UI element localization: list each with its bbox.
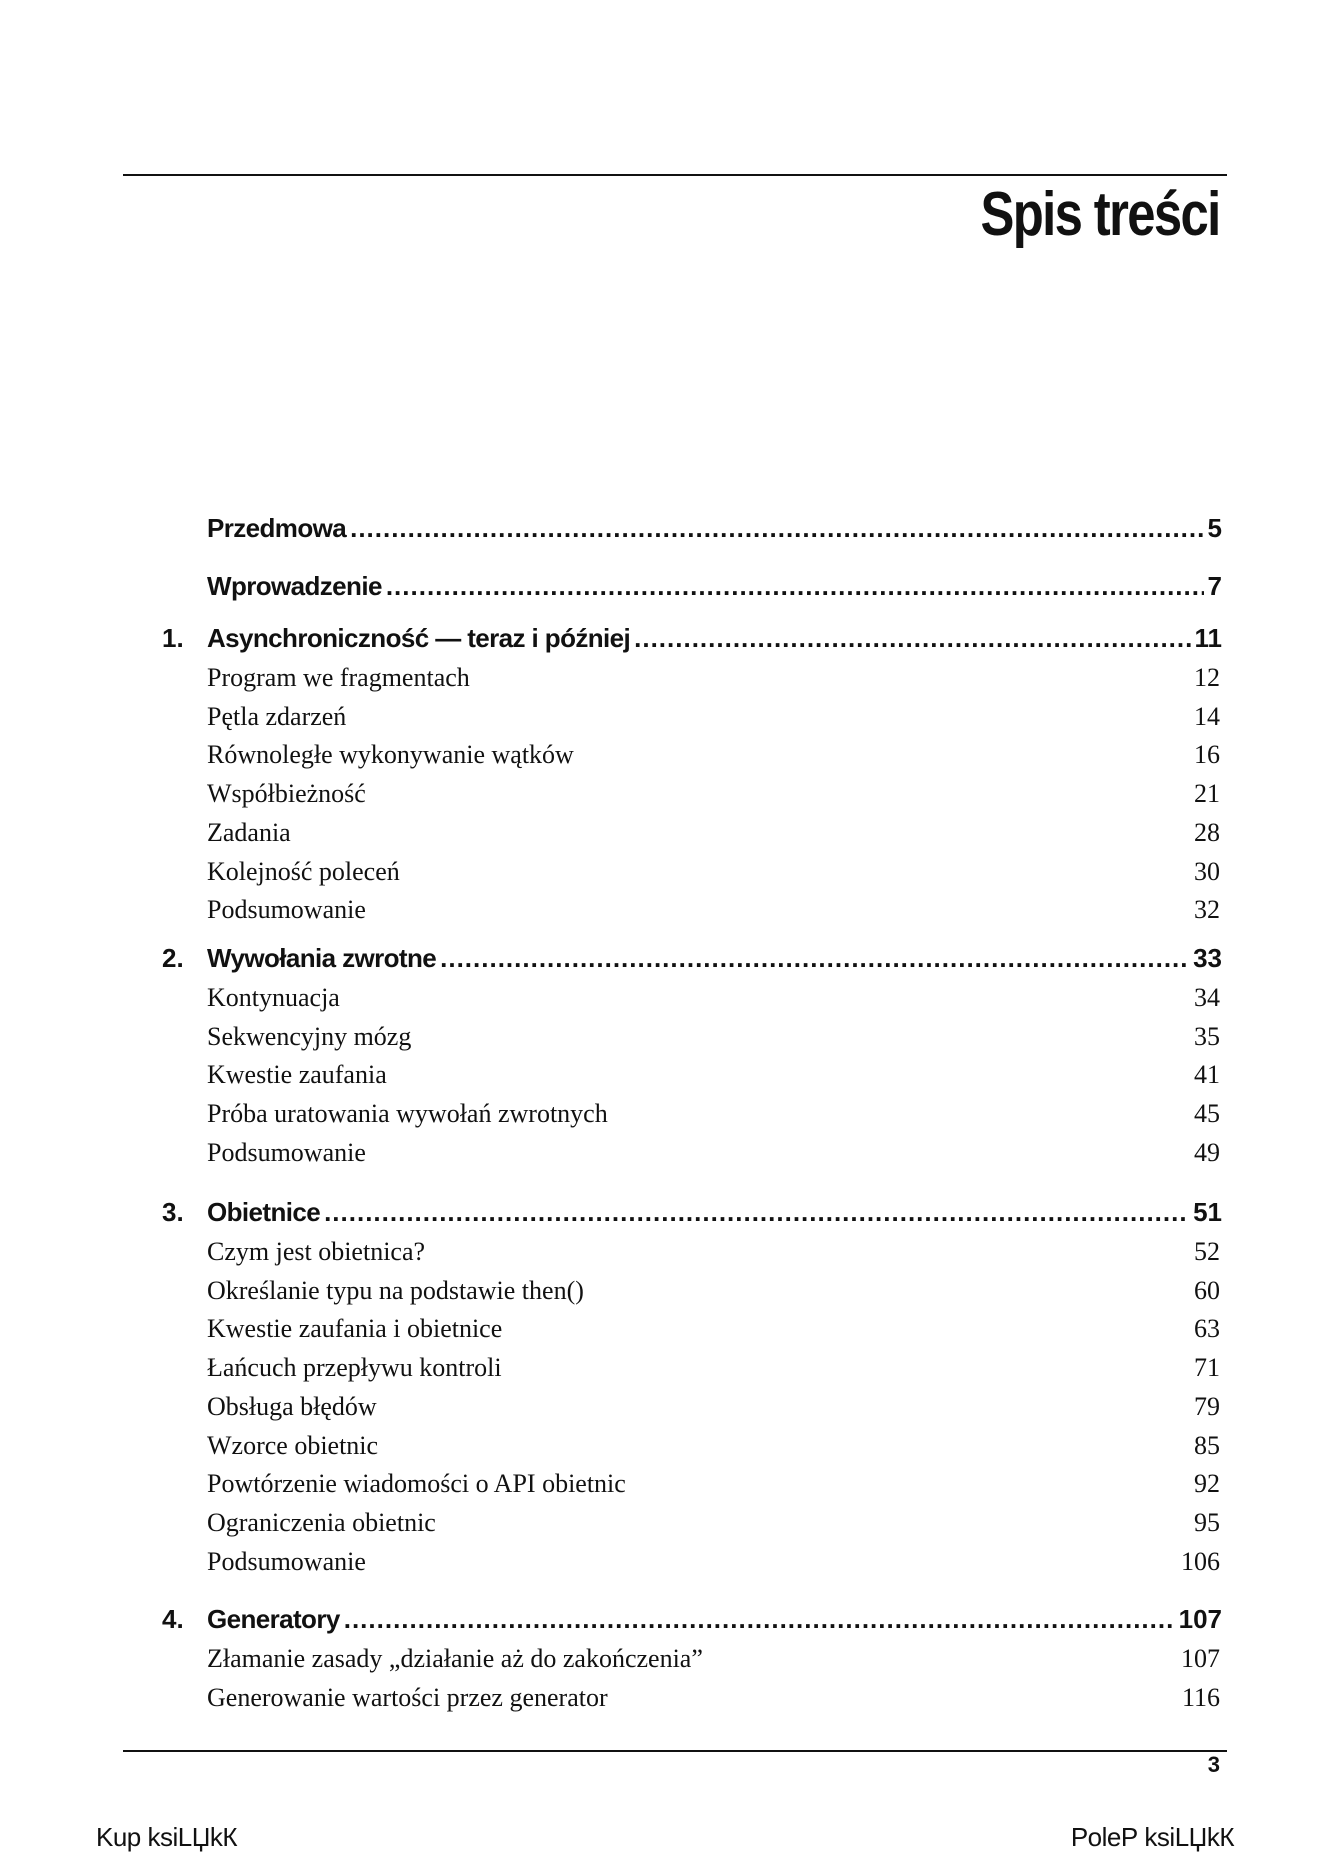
section-title: Podsumowanie [207,895,366,925]
section-title: Pętla zdarzeń [207,701,347,731]
section-title: Obsługa błędów [207,1391,377,1421]
chapter-page: 33 [1193,943,1222,973]
dot-leader [324,1197,1189,1228]
toc-subitem-row[interactable] [0,1545,1322,1581]
footer-left-link[interactable]: Kup ksiLЏkК [96,1822,238,1852]
toc-subitem-row[interactable] [0,855,1322,891]
toc-subitem-row[interactable] [0,777,1322,813]
section-title: Podsumowanie [207,1137,366,1167]
section-title: Ograniczenia obietnic [207,1507,436,1537]
section-page: 45 [1194,1099,1220,1129]
chapter-title: Wywołania zwrotne [207,943,437,973]
chapter-number: 4. [162,1604,184,1634]
chapter-page: 107 [1178,1604,1222,1634]
section-page: 85 [1194,1430,1220,1460]
bottom-rule [123,1750,1227,1752]
toc-subitem-row[interactable] [0,816,1322,852]
dot-leader [440,943,1189,974]
chapter-number: 2. [162,943,184,973]
section-title: Współbieżność [207,779,366,809]
section-page: 21 [1194,779,1220,809]
section-page: 95 [1194,1507,1220,1537]
toc-subitem-row[interactable] [0,1058,1322,1094]
section-page: 12 [1194,663,1220,692]
toc-heading-row[interactable] [0,512,1322,548]
section-title: Próba uratowania wywołań zwrotnych [207,1099,608,1129]
section-title: Powtórzenie wiadomości o API obietnic [207,1469,626,1499]
chapter-title: Asynchroniczność — teraz i później [207,623,631,653]
section-page: 71 [1194,1353,1220,1383]
toc-subitem-row[interactable] [0,1642,1322,1678]
section-page: 106 [1181,1546,1220,1576]
toc-heading-row[interactable] [0,942,1322,978]
section-page: 28 [1194,817,1220,847]
toc-subitem-row[interactable] [0,700,1322,736]
toc-subitem-row[interactable] [0,1351,1322,1387]
section-page: 52 [1194,1237,1220,1266]
dot-leader [634,623,1190,654]
section-page: 30 [1194,856,1220,886]
page-title: Spis treści [980,180,1220,249]
section-title: Generowanie wartości przez generator [207,1682,608,1712]
section-page: 16 [1194,740,1220,770]
toc-subitem-row[interactable] [0,1390,1322,1426]
toc-subitem-row[interactable] [0,1274,1322,1310]
section-page: 60 [1194,1275,1220,1305]
toc-subitem-row[interactable] [0,1429,1322,1465]
dot-leader [344,1604,1175,1635]
section-title: Kolejność poleceń [207,856,400,886]
dot-leader [350,513,1203,544]
section-title: Czym jest obietnica? [207,1237,426,1266]
chapter-title: Wprowadzenie [207,571,382,601]
toc-subitem-row[interactable] [0,1020,1322,1056]
chapter-number: 3. [162,1197,184,1227]
toc-heading-row[interactable] [0,1196,1322,1232]
section-page: 116 [1181,1682,1220,1712]
section-title: Złamanie zasady „działanie aż do zakończenia” [207,1644,703,1673]
toc-subitem-row[interactable] [0,1235,1322,1271]
toc-subitem-row[interactable] [0,738,1322,774]
toc-subitem-row[interactable] [0,1467,1322,1503]
section-title: Sekwencyjny mózg [207,1021,412,1051]
chapter-page: 7 [1207,571,1222,601]
toc-heading-row[interactable] [0,622,1322,658]
toc-subitem-row[interactable] [0,661,1322,697]
section-title: Program we fragmentach [207,663,470,692]
toc-subitem-row[interactable] [0,981,1322,1017]
toc-subitem-row[interactable] [0,1097,1322,1133]
chapter-title: Obietnice [207,1197,321,1227]
section-title: Kwestie zaufania [207,1060,387,1090]
toc-subitem-row[interactable] [0,1506,1322,1542]
toc-subitem-row[interactable] [0,893,1322,929]
toc-subitem-row[interactable] [0,1136,1322,1172]
footer-right-link[interactable]: PoleР ksiLЏkК [1070,1822,1234,1852]
chapter-page: 51 [1193,1197,1222,1227]
section-page: 34 [1194,983,1220,1012]
chapter-title: Przedmowa [207,513,347,543]
chapter-page: 5 [1207,513,1222,543]
section-page: 107 [1181,1644,1220,1673]
section-title: Określanie typu na podstawie then() [207,1275,584,1305]
section-title: Podsumowanie [207,1546,366,1576]
section-page: 63 [1194,1314,1220,1344]
top-rule [123,174,1227,176]
section-page: 41 [1194,1060,1220,1090]
section-title: Równoległe wykonywanie wątków [207,740,574,770]
section-title: Wzorce obietnic [207,1430,379,1460]
section-page: 49 [1194,1137,1220,1167]
section-page: 32 [1194,895,1220,925]
chapter-number: 1. [162,623,184,653]
page-number: 3 [1207,1752,1220,1777]
toc-subitem-row[interactable] [0,1681,1322,1717]
toc-subitem-row[interactable] [0,1312,1322,1348]
section-page: 35 [1194,1021,1220,1051]
section-page: 14 [1194,701,1220,731]
section-page: 79 [1194,1391,1220,1421]
section-page: 92 [1194,1469,1220,1499]
section-title: Zadania [207,817,291,847]
section-title: Łańcuch przepływu kontroli [207,1353,502,1383]
section-title: Kwestie zaufania i obietnice [207,1314,503,1344]
dot-leader [386,571,1204,602]
section-title: Kontynuacja [207,983,340,1012]
toc-heading-row[interactable] [0,1603,1322,1639]
chapter-page: 11 [1194,623,1222,653]
chapter-title: Generatory [207,1604,340,1634]
toc-heading-row[interactable] [0,570,1322,606]
